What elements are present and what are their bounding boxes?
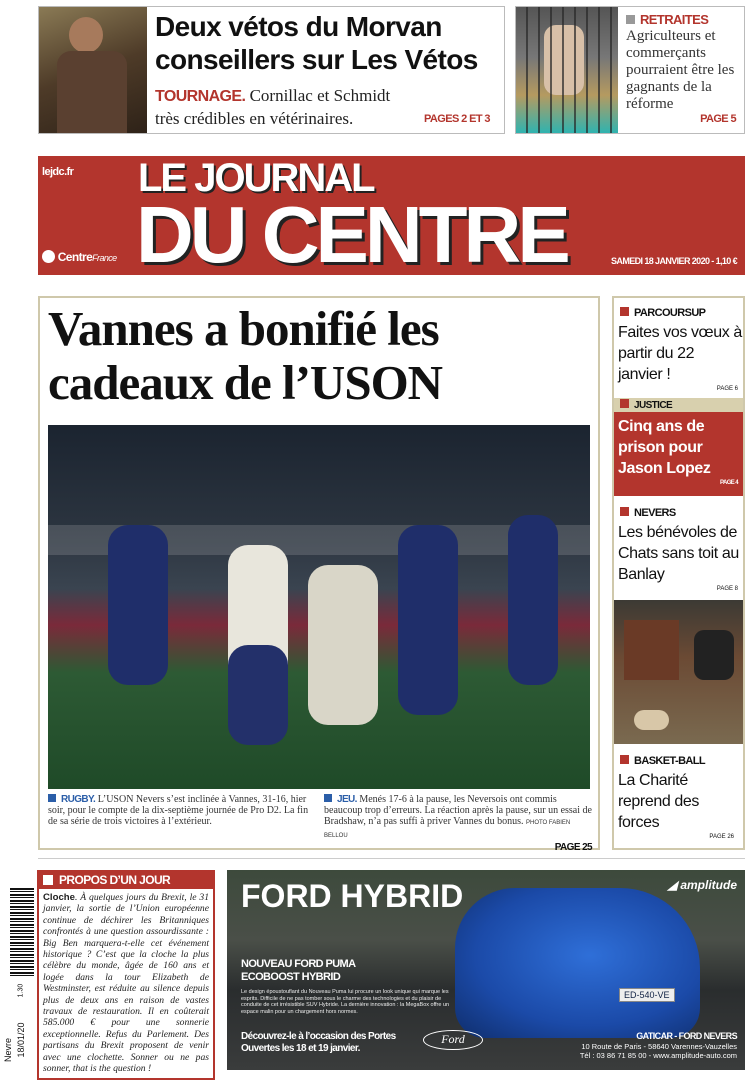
- website[interactable]: lejdc.fr: [42, 166, 74, 178]
- ad-title: FORD HYBRID: [241, 878, 464, 914]
- cats-photo: [614, 600, 743, 744]
- main-story[interactable]: [38, 296, 600, 853]
- barcode-price: 1.30: [17, 983, 25, 998]
- teaser-body: [626, 28, 744, 126]
- propos-text: Cloche. À quelques jours du Brexit, le 31 janvier, la sortie de l’Union européenne continue de déchirer les Britanniques confrontés à une question assourdissante : Big Ben marquera-t-elle cet événement historique ? C’est que la cloche la plus célèbre du monde, âgée de 160 ans et logée dans la tour Elizabeth de Westminster, est réduite au silence depuis plus de deux ans en raison de vastes travaux de restauration. Il en coûterait 585.000 € pour une sonnerie exceptionnelle. Refus du Parlement. Des partisans du Brexit proposent de venir avec une clochette. Sonner ou ne pas sonner, that is the question !: [43, 892, 209, 1075]
- teaser-headline: Deux vétos du Morvan conseillers sur Les Vétos: [155, 11, 478, 75]
- caption-right: JEU. Menés 17-6 à la pause, les Neversois ont commis beaucoup trop d’erreurs. La réaction après la pause, sur un essai de Bradshaw, n’a pas suffi à priver Vannes du bonus. PHOTO FABIEN BELLOU: [324, 794, 592, 839]
- teaser-text: TOURNAGE. Cornillac et Schmidt très crédibles en vétérinaires.: [155, 86, 391, 128]
- ford-logo: Ford: [423, 1030, 483, 1050]
- teaser-top-right[interactable]: [515, 6, 745, 134]
- license-plate: ED-540-VE: [619, 988, 675, 1002]
- caption-left: RUGBY. L’USON Nevers s’est inclinée à Vannes, 31-16, hier soir, pour le compte de la dix-septième journée de Pro D2. La fin de sa série de trois victoires à l’extérieur.: [48, 794, 309, 827]
- teaser-page: PAGE 5: [700, 113, 736, 125]
- barcode-date: 18/01/20: [16, 1022, 26, 1058]
- ad-body: Le design époustouflant du Nouveau Puma lui procure un look unique qui marque les esprits. Difficile de ne pas tomber sous le charme des technologies et du plaisir de conduite de cet irrésistible SUV Hybride. La dernière innovation : la MegaBox offre un espace malin pour un chargement hors normes.: [241, 989, 450, 1015]
- masthead: [38, 156, 745, 275]
- sidebar-item-justice[interactable]: Cinq ans de prison pour Jason Lopez PAGE 4: [614, 412, 743, 496]
- sidebar-item-nevers[interactable]: NEVERS Les bénévoles de Chats sans toit au Banlay PAGE 8: [618, 507, 739, 592]
- divider: [38, 858, 745, 859]
- sidebar-item-basket[interactable]: BASKET-BALL La Charité reprend des forces PAGE 26: [618, 755, 734, 840]
- main-photo-rugby: [48, 425, 590, 789]
- sidebar-item-parcoursup[interactable]: PARCOURSUP Faites vos vœux à partir du 22 janvier ! PAGE 6: [618, 307, 742, 392]
- amplitude-logo: ◢ amplitude: [667, 878, 737, 892]
- teaser-kicker: RETRAITES: [626, 12, 708, 27]
- main-headline: Vannes a bonifié les cadeaux de l’USON: [48, 301, 443, 410]
- main-page: PAGE 25: [554, 842, 592, 853]
- barcode: [10, 888, 34, 976]
- centre-france-logo: CentreFrance: [42, 250, 117, 264]
- sidebar: PARCOURSUP Faites vos vœux à partir du 22 janvier ! PAGE 6 JUSTICE Cinq ans de prison pour Jason Lopez PAGE 4 NEVERS Les bénévoles de Chats sans toit au Banlay PAGE 8 BASKET-BALL La Charité reprend des forces PAGE 26: [612, 296, 745, 850]
- date-price: SAMEDI 18 JANVIER 2020 - 1,10 €: [611, 256, 737, 266]
- barcode-edition: Nevre: [3, 1038, 13, 1063]
- teaser-photo-cow: [516, 7, 618, 133]
- masthead-title-line2: DU CENTRE: [136, 190, 567, 275]
- propos-box[interactable]: [37, 870, 215, 1080]
- teaser-page: PAGES 2 ET 3: [424, 113, 490, 125]
- centre-france-icon: [42, 250, 55, 263]
- ad-cta: Découvrez-le à l’occasion des Portes Ouvertes les 18 et 19 janvier.: [241, 1031, 396, 1054]
- teaser-top-left[interactable]: [38, 6, 505, 134]
- ad-dealer: GATICAR - FORD NEVERS 10 Route de Paris - 58640 Varennes-Vauzelles Tél : 03 86 71 85 00 - www.amplitude-auto.com: [579, 1031, 737, 1060]
- caption-right-block: [324, 794, 592, 853]
- propos-title: PROPOS D’UN JOUR: [39, 872, 213, 889]
- masthead-title-line1: LE JOURNAL: [138, 156, 374, 200]
- ad-model: NOUVEAU FORD PUMA ECOBOOST HYBRID: [241, 958, 356, 983]
- car-image: [455, 888, 700, 1038]
- teaser-text: Agriculteurs et commerçants pourraient être les gagnants de la réforme: [626, 28, 735, 112]
- teaser-photo-vet: [39, 7, 147, 133]
- ford-ad[interactable]: [227, 870, 745, 1070]
- photo-credit: PHOTO FABIEN BELLOU: [324, 820, 571, 839]
